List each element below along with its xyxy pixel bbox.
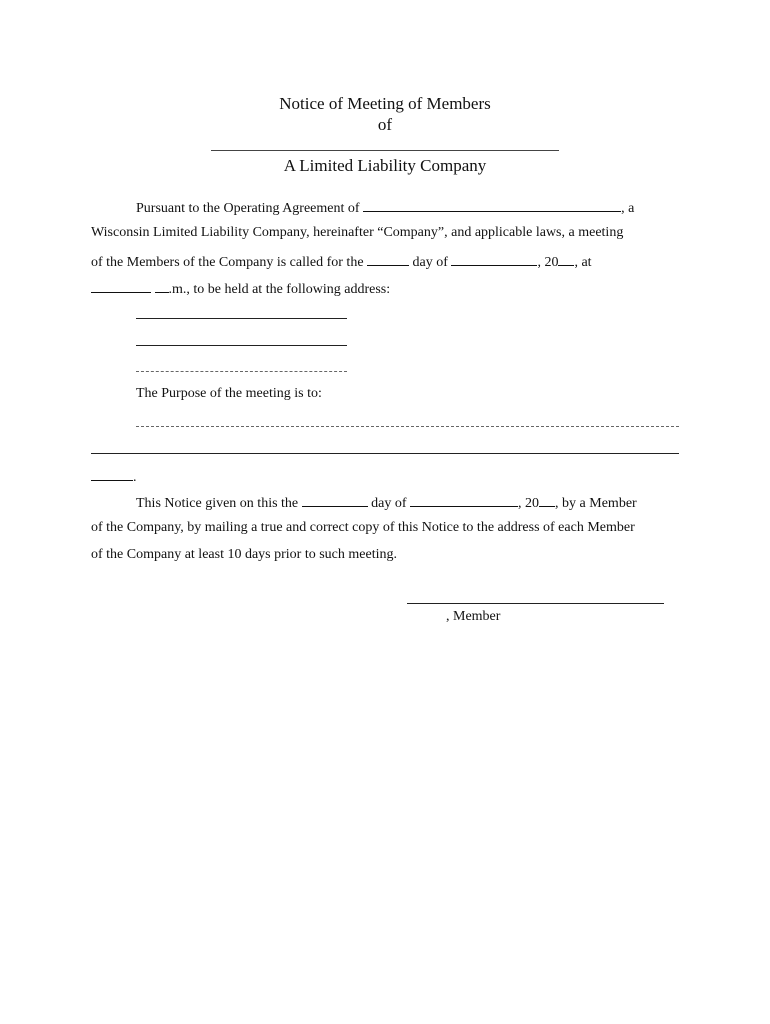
meeting-ampm-field[interactable] xyxy=(155,280,169,293)
member-signature-line[interactable] xyxy=(407,603,664,604)
purpose-line-1[interactable] xyxy=(136,426,679,427)
para1-text-d: day of xyxy=(412,255,448,270)
meeting-day-field[interactable] xyxy=(367,253,409,266)
company-name-field[interactable] xyxy=(363,199,621,212)
para1-text-g: .m., to be held at the following address: xyxy=(168,282,391,297)
document-title: Notice of Meeting of Members xyxy=(279,94,491,113)
para1-line2: Wisconsin Limited Liability Company, hereinafter “Company”, and applicable laws, a meeting xyxy=(91,225,624,240)
para1-text-a: Pursuant to the Operating Agreement of xyxy=(136,201,360,216)
para2-text-b: day of xyxy=(371,496,407,511)
notice-month-field[interactable] xyxy=(410,494,518,507)
para1-line1 xyxy=(136,199,634,216)
notice-year-field[interactable] xyxy=(539,494,555,507)
para1-text-b: , a xyxy=(621,201,635,216)
company-name-line[interactable] xyxy=(211,150,559,151)
purpose-end-field[interactable] xyxy=(91,468,133,481)
para2-text-a: This Notice given on this the xyxy=(136,496,299,511)
member-signature-label: , Member xyxy=(446,609,501,624)
address-line-2[interactable] xyxy=(136,345,347,346)
address-line-3[interactable] xyxy=(136,371,347,372)
meeting-month-field[interactable] xyxy=(451,253,537,266)
purpose-label: The Purpose of the meeting is to: xyxy=(136,386,322,401)
meeting-year-field[interactable] xyxy=(558,253,574,266)
para2-text-d: , by a Member xyxy=(555,496,637,511)
para1-text-f: , at xyxy=(574,255,592,270)
purpose-line-3 xyxy=(91,468,137,485)
notice-day-field[interactable] xyxy=(302,494,368,507)
para1-text-e: , 20 xyxy=(537,255,559,270)
meeting-time-field[interactable] xyxy=(91,280,151,293)
para2-line1 xyxy=(136,494,637,511)
para1-line4 xyxy=(91,280,390,297)
para2-line3: of the Company at least 10 days prior to such meeting. xyxy=(91,547,397,562)
purpose-line-2[interactable] xyxy=(91,453,679,454)
purpose-end-period: . xyxy=(133,470,137,485)
para2-line2: of the Company, by mailing a true and correct copy of this Notice to the address of each Member xyxy=(91,520,635,535)
para2-text-c: , 20 xyxy=(518,496,540,511)
para1-line3 xyxy=(91,253,592,270)
document-subtitle: A Limited Liability Company xyxy=(283,156,487,175)
title-of: of xyxy=(377,115,393,134)
para1-text-c: of the Members of the Company is called for the xyxy=(91,255,364,270)
address-line-1[interactable] xyxy=(136,318,347,319)
